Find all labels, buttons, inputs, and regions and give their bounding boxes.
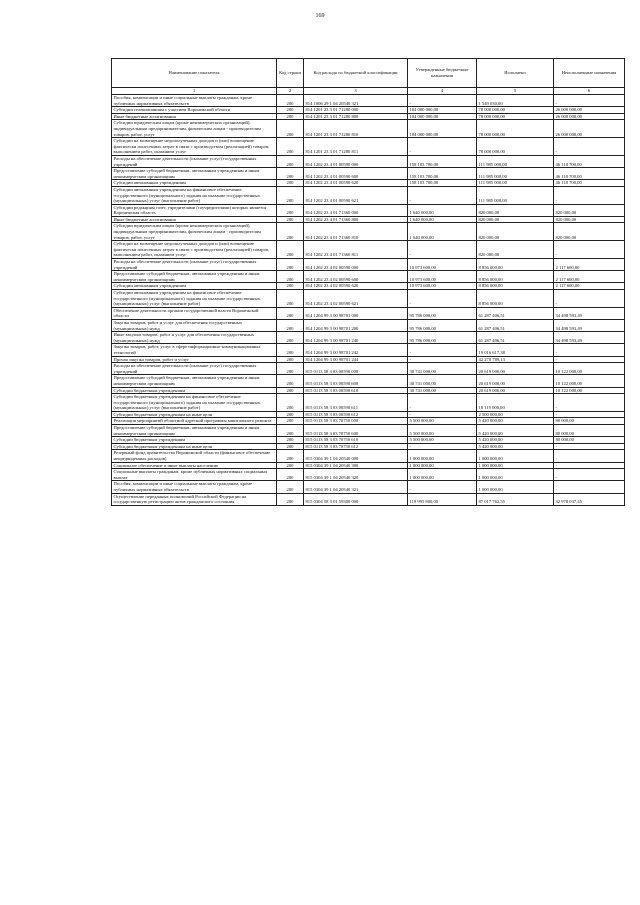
executed-cell: 8 856 000,00 — [477, 290, 554, 308]
line-code-cell: 200 — [277, 481, 304, 493]
unexecuted-cell: 80 000,00 — [554, 425, 625, 437]
line-code-cell: 200 — [277, 319, 304, 331]
indicator-name-cell: Осуществление переданных полномочий Российской Федерации на государственную регистрацию актов гражданского состояния — [112, 493, 277, 505]
line-code-cell: 200 — [277, 332, 304, 344]
table-row — [112, 180, 625, 187]
table-row — [112, 168, 625, 180]
budget-code-cell: 814 1202 23 4 02 00590 600 — [304, 271, 408, 283]
unexecuted-cell: 2 117 600,00 — [554, 283, 625, 290]
table-row — [112, 481, 625, 493]
executed-cell: 42 270 789,13 — [477, 356, 554, 363]
approved-cell: - — [408, 186, 477, 204]
table-row — [112, 138, 625, 156]
budget-code-cell: 814 1202 23 4 01 71360 000 — [304, 204, 408, 216]
approved-cell: - — [408, 241, 477, 259]
column-index: 2 — [277, 88, 304, 95]
header-executed: Исполнено — [477, 59, 554, 88]
budget-code-cell: 815 0113 58 3 03 00590 610 — [304, 387, 408, 394]
table-row — [112, 120, 625, 138]
line-code-cell: 200 — [277, 283, 304, 290]
unexecuted-cell: - — [554, 469, 625, 481]
executed-cell: 2 500 000,00 — [477, 411, 554, 418]
approved-cell: 30 741 000,00 — [408, 387, 477, 394]
unexecuted-cell: 820 000,00 — [554, 216, 625, 223]
unexecuted-cell: 26 000 000,00 — [554, 107, 625, 114]
approved-cell: - — [408, 138, 477, 156]
table-row — [112, 450, 625, 462]
budget-code-cell: 815 0304 39 1 04 20540 300 — [304, 462, 408, 469]
executed-cell: 5 420 000,00 — [477, 437, 554, 444]
table-row — [112, 462, 625, 469]
indicator-name-cell: Обеспечение деятельности органов государственной власти Воронежской области — [112, 307, 277, 319]
unexecuted-cell: - — [554, 241, 625, 259]
indicator-name-cell: Субсидии бюджетным учреждениям на иные цели — [112, 443, 277, 450]
approved-cell: 30 741 000,00 — [408, 375, 477, 387]
indicator-name-cell: Иные закупки товаров, работ и услуг для обеспечения государственных (муниципальных) нужд — [112, 332, 277, 344]
header-row — [112, 59, 625, 88]
unexecuted-cell: - — [554, 186, 625, 204]
budget-code-cell: 814 1202 23 4 01 00590 000 — [304, 155, 408, 167]
executed-cell: 820 000,00 — [477, 216, 554, 223]
table-row — [112, 411, 625, 418]
executed-cell: 1 000 000,00 — [477, 469, 554, 481]
executed-cell: 8 856 000,00 — [477, 283, 554, 290]
approved-cell: 10 973 600,00 — [408, 283, 477, 290]
line-code-cell: 200 — [277, 437, 304, 444]
unexecuted-cell: - — [554, 462, 625, 469]
budget-code-cell: 815 0113 58 3 03 70750 612 — [304, 443, 408, 450]
budget-code-cell: 815 0304 39 1 04 20540 000 — [304, 450, 408, 462]
approved-cell: 95 786 000,00 — [408, 319, 477, 331]
indicator-name-cell: Субсидии бюджетным учреждениям — [112, 437, 277, 444]
line-code-cell: 200 — [277, 259, 304, 271]
indicator-name-cell: Субсидии бюджетным учреждениям на финансовое обеспечение государственного (муниципального) задания на оказание государственных (муниципальных) услуг (выполнение работ) — [112, 394, 277, 412]
line-code-cell: 200 — [277, 216, 304, 223]
budget-code-cell: 814 1201 23 3 01 71280 811 — [304, 138, 408, 156]
budget-code-cell: 815 0304 39 1 04 20540 321 — [304, 481, 408, 493]
column-index-row — [112, 88, 625, 95]
budget-execution-table — [111, 58, 625, 506]
indicator-name-cell: Субсидии автономным учреждениям — [112, 180, 277, 187]
approved-cell: 119 995 800,00 — [408, 493, 477, 505]
table-row — [112, 332, 625, 344]
page-number: 169 — [315, 13, 325, 19]
unexecuted-cell: - — [554, 411, 625, 418]
line-code-cell: 200 — [277, 204, 304, 216]
indicator-name-cell: Пособия, компенсации и иные социальные выплаты гражданам, кроме публичных нормативных обязательств — [112, 95, 277, 107]
unexecuted-cell: 820 000,00 — [554, 223, 625, 241]
executed-cell: 87 017 762,55 — [477, 493, 554, 505]
budget-code-cell: 815 0113 58 3 03 00590 000 — [304, 363, 408, 375]
unexecuted-cell: - — [554, 356, 625, 363]
indicator-name-cell: Иные бюджетные ассигнования — [112, 113, 277, 120]
approved-cell: 1 000 000,00 — [408, 450, 477, 462]
table-row — [112, 186, 625, 204]
budget-code-cell: 814 1202 23 4 01 00590 600 — [304, 168, 408, 180]
table-row — [112, 259, 625, 271]
table-row — [112, 290, 625, 308]
approved-cell: - — [408, 95, 477, 107]
table-row — [112, 469, 625, 481]
approved-cell: 1 000 000,00 — [408, 462, 477, 469]
approved-cell: 10 973 600,00 — [408, 271, 477, 283]
executed-cell: 820 000,00 — [477, 223, 554, 241]
unexecuted-cell: - — [554, 95, 625, 107]
approved-cell: 95 786 000,00 — [408, 332, 477, 344]
indicator-name-cell: Социальные выплаты гражданам, кроме публичных нормативных социальных выплат — [112, 469, 277, 481]
column-index: 3 — [304, 88, 408, 95]
executed-cell: 111 985 000,00 — [477, 168, 554, 180]
approved-cell: 1 640 000,00 — [408, 223, 477, 241]
approved-cell: 1 640 000,00 — [408, 216, 477, 223]
approved-cell: 10 973 600,00 — [408, 259, 477, 271]
budget-code-cell: 814 1204 99 3 00 98701 200 — [304, 319, 408, 331]
line-code-cell: 200 — [277, 387, 304, 394]
approved-cell: 5 500 000,00 — [408, 418, 477, 425]
indicator-name-cell: Субсидии бюджетным учреждениям — [112, 387, 277, 394]
budget-code-cell: 814 1201 23 3 01 71280 810 — [304, 120, 408, 138]
table-row — [112, 113, 625, 120]
unexecuted-cell: 46 118 700,00 — [554, 180, 625, 187]
approved-cell: 104 000 000,00 — [408, 113, 477, 120]
table-row — [112, 307, 625, 319]
approved-cell: 1 000 000,00 — [408, 469, 477, 481]
unexecuted-cell: - — [554, 450, 625, 462]
table-row — [112, 375, 625, 387]
table-row — [112, 344, 625, 356]
unexecuted-cell: 34 498 593,49 — [554, 332, 625, 344]
line-code-cell: 200 — [277, 186, 304, 204]
executed-cell: 820 000,00 — [477, 204, 554, 216]
table-row — [112, 107, 625, 114]
executed-cell: 20 619 000,00 — [477, 375, 554, 387]
indicator-name-cell: Субсидии на возмещение недополученных доходов и (или) возмещение фактически понесенных затрат в связи с производством (реализацией) товаров, выполнением работ, оказанием услуг — [112, 241, 277, 259]
table-row — [112, 204, 625, 216]
unexecuted-cell: 34 498 593,49 — [554, 319, 625, 331]
table-row — [112, 216, 625, 223]
executed-cell: 1 549 030,00 — [477, 95, 554, 107]
indicator-name-cell: Пособия, компенсации и иные социальные выплаты гражданам, кроме публичных нормативных обязательств — [112, 481, 277, 493]
table-row — [112, 394, 625, 412]
unexecuted-cell: - — [554, 290, 625, 308]
table-row — [112, 319, 625, 331]
executed-cell: 78 000 000,00 — [477, 113, 554, 120]
executed-cell: 20 619 000,00 — [477, 363, 554, 375]
line-code-cell: 200 — [277, 95, 304, 107]
table-row — [112, 437, 625, 444]
line-code-cell: 200 — [277, 113, 304, 120]
budget-code-cell: 814 1202 23 4 01 00590 621 — [304, 186, 408, 204]
approved-cell: - — [408, 344, 477, 356]
column-index: 1 — [112, 88, 277, 95]
line-code-cell: 200 — [277, 462, 304, 469]
table-row — [112, 155, 625, 167]
indicator-name-cell: Предоставление субсидий бюджетным, автономным учреждениям и иным некоммерческим организациям — [112, 168, 277, 180]
indicator-name-cell: Субсидии редакциям газет, учредителями (соучредителями) которых является Воронежская область — [112, 204, 277, 216]
approved-cell: - — [408, 290, 477, 308]
line-code-cell: 200 — [277, 425, 304, 437]
budget-code-cell: 814 1202 23 4 02 00590 000 — [304, 259, 408, 271]
approved-cell: 158 103 700,00 — [408, 155, 477, 167]
budget-code-cell: 815 0304 58 3 01 59300 000 — [304, 493, 408, 505]
line-code-cell: 200 — [277, 307, 304, 319]
budget-code-cell: 815 0113 58 3 03 00590 612 — [304, 411, 408, 418]
line-code-cell: 200 — [277, 180, 304, 187]
executed-cell: 111 985 000,00 — [477, 155, 554, 167]
indicator-name-cell: Субсидии автономным учреждениям — [112, 283, 277, 290]
unexecuted-cell: 26 000 000,00 — [554, 120, 625, 138]
budget-code-cell: 815 0113 58 3 03 00590 611 — [304, 394, 408, 412]
approved-cell: - — [408, 356, 477, 363]
approved-cell: 95 786 000,00 — [408, 307, 477, 319]
indicator-name-cell: Прочая закупка товаров, работ и услуг — [112, 356, 277, 363]
line-code-cell: 200 — [277, 120, 304, 138]
executed-cell: 1 000 000,00 — [477, 450, 554, 462]
approved-cell: - — [408, 443, 477, 450]
indicator-name-cell: Социальное обеспечение и иные выплаты населению — [112, 462, 277, 469]
table-row — [112, 95, 625, 107]
budget-code-cell: 814 1201 23 3 01 71280 800 — [304, 113, 408, 120]
executed-cell: 61 287 406,51 — [477, 307, 554, 319]
approved-cell: 104 000 000,00 — [408, 120, 477, 138]
unexecuted-cell: 80 000,00 — [554, 418, 625, 425]
executed-cell: 5 420 000,00 — [477, 443, 554, 450]
executed-cell: 18 119 000,00 — [477, 394, 554, 412]
budget-code-cell: 814 1201 23 3 01 71280 000 — [304, 107, 408, 114]
line-code-cell: 200 — [277, 241, 304, 259]
unexecuted-cell: 2 117 600,00 — [554, 259, 625, 271]
executed-cell: 111 985 000,00 — [477, 186, 554, 204]
budget-code-cell: 814 1006 29 1 04 20540 321 — [304, 95, 408, 107]
indicator-name-cell: Субсидии юридическим лицам (кроме некоммерческих организаций), индивидуальным предпринимателям, физическим лицам - производителям товаров, работ, услуг — [112, 223, 277, 241]
executed-cell: 1 000 000,00 — [477, 462, 554, 469]
header-approved: Утвержденные бюджетные назначения — [408, 59, 477, 88]
indicator-name-cell: Субсидии автономным учреждениям на финансовое обеспечение государственного (муниципального) задания на оказание государственных (муниципальных) услуг (выполнение работ) — [112, 290, 277, 308]
line-code-cell: 200 — [277, 356, 304, 363]
line-code-cell: 200 — [277, 223, 304, 241]
header-budget-code: Код расхода по бюджетной классификации — [304, 59, 408, 88]
indicator-name-cell: Субсидии автономным учреждениям на финансовое обеспечение государственного (муниципального) задания на оказание государственных (муниципальных) услуг (выполнение работ) — [112, 186, 277, 204]
table-row — [112, 363, 625, 375]
approved-cell: 30 741 000,00 — [408, 363, 477, 375]
approved-cell: 158 103 700,00 — [408, 168, 477, 180]
executed-cell: 1 000 000,00 — [477, 481, 554, 493]
approved-cell: 1 640 000,00 — [408, 204, 477, 216]
line-code-cell: 200 — [277, 290, 304, 308]
unexecuted-cell: 10 122 000,00 — [554, 387, 625, 394]
indicator-name-cell: Иные бюджетные ассигнования — [112, 216, 277, 223]
column-index: 6 — [554, 88, 625, 95]
budget-code-cell: 814 1204 99 3 00 98701 000 — [304, 307, 408, 319]
table-row — [112, 493, 625, 505]
indicator-name-cell: Предоставление субсидий бюджетным, автономным учреждениям и иным некоммерческим организациям — [112, 375, 277, 387]
unexecuted-cell: 10 122 000,00 — [554, 363, 625, 375]
indicator-name-cell: Расходы на обеспечение деятельности (оказание услуг) государственных учреждений — [112, 259, 277, 271]
unexecuted-cell: 26 000 000,00 — [554, 113, 625, 120]
executed-cell: 61 287 406,51 — [477, 332, 554, 344]
approved-cell: - — [408, 481, 477, 493]
indicator-name-cell: Закупка товаров, работ, услуг в сфере информационно-коммуникационных технологий — [112, 344, 277, 356]
approved-cell: 104 000 000,00 — [408, 107, 477, 114]
budget-code-cell: 814 1202 23 4 01 71360 810 — [304, 223, 408, 241]
budget-code-cell: 814 1202 23 4 01 71360 800 — [304, 216, 408, 223]
indicator-name-cell: Предоставление субсидий бюджетным, автономным учреждениям и иным некоммерческим организациям — [112, 271, 277, 283]
table-row — [112, 443, 625, 450]
budget-code-cell: 814 1202 23 4 01 00590 620 — [304, 180, 408, 187]
line-code-cell: 200 — [277, 363, 304, 375]
indicator-name-cell: Расходы на обеспечение деятельности (оказание услуг) государственных учреждений — [112, 155, 277, 167]
line-code-cell: 200 — [277, 443, 304, 450]
indicator-name-cell: Расходы на обеспечение деятельности (оказание услуг) государственных учреждений — [112, 363, 277, 375]
executed-cell: 820 000,00 — [477, 241, 554, 259]
unexecuted-cell: - — [554, 344, 625, 356]
unexecuted-cell: 10 122 000,00 — [554, 375, 625, 387]
executed-cell: 5 420 000,00 — [477, 425, 554, 437]
indicator-name-cell: Предоставление субсидий бюджетным, автономным учреждениям и иным некоммерческим организациям — [112, 425, 277, 437]
approved-cell: 5 500 000,00 — [408, 425, 477, 437]
budget-code-cell: 815 0113 58 3 03 70750 610 — [304, 437, 408, 444]
executed-cell: 78 000 000,00 — [477, 138, 554, 156]
indicator-name-cell: Субсидии юридическим лицам (кроме некоммерческих организаций), индивидуальным предпринимателям, физическим лицам - производителям товаров, работ, услуг — [112, 120, 277, 138]
executed-cell: 20 619 000,00 — [477, 387, 554, 394]
line-code-cell: 200 — [277, 418, 304, 425]
budget-code-cell: 815 0304 39 1 04 20540 320 — [304, 469, 408, 481]
unexecuted-cell: 80 000,00 — [554, 437, 625, 444]
indicator-name-cell: Закупка товаров, работ и услуг для обеспечения государственных (муниципальных) нужд — [112, 319, 277, 331]
unexecuted-cell: - — [554, 443, 625, 450]
line-code-cell: 200 — [277, 469, 304, 481]
line-code-cell: 200 — [277, 344, 304, 356]
budget-code-cell: 815 0113 58 3 03 00590 600 — [304, 375, 408, 387]
line-code-cell: 200 — [277, 271, 304, 283]
unexecuted-cell: - — [554, 394, 625, 412]
executed-cell: 8 856 000,00 — [477, 259, 554, 271]
indicator-name-cell: Субсидии телекомпаниям с участием Воронежской области — [112, 107, 277, 114]
column-index: 5 — [477, 88, 554, 95]
approved-cell: 158 103 700,00 — [408, 180, 477, 187]
unexecuted-cell: - — [554, 138, 625, 156]
indicator-name-cell: Реализация мероприятий областной адресной программы капитального ремонта — [112, 418, 277, 425]
line-code-cell: 200 — [277, 107, 304, 114]
line-code-cell: 200 — [277, 375, 304, 387]
table-row — [112, 271, 625, 283]
budget-code-cell: 814 1204 99 3 00 98701 240 — [304, 332, 408, 344]
unexecuted-cell: 2 117 600,00 — [554, 271, 625, 283]
approved-cell: - — [408, 394, 477, 412]
unexecuted-cell: 32 978 037,45 — [554, 493, 625, 505]
indicator-name-cell: Субсидии на возмещение недополученных доходов и (или) возмещение фактически понесенных затрат в связи с производством (реализацией) товаров, выполнением работ, оказанием услуг — [112, 138, 277, 156]
unexecuted-cell: - — [554, 481, 625, 493]
table-row — [112, 418, 625, 425]
table-row — [112, 223, 625, 241]
budget-code-cell: 814 1202 23 4 02 00590 620 — [304, 283, 408, 290]
line-code-cell: 200 — [277, 493, 304, 505]
unexecuted-cell: 46 118 700,00 — [554, 168, 625, 180]
line-code-cell: 200 — [277, 155, 304, 167]
table-row — [112, 356, 625, 363]
table-row — [112, 283, 625, 290]
budget-code-cell: 815 0113 58 3 03 70750 600 — [304, 425, 408, 437]
executed-cell: 5 420 000,00 — [477, 418, 554, 425]
executed-cell: 111 985 000,00 — [477, 180, 554, 187]
executed-cell: 78 000 000,00 — [477, 120, 554, 138]
table-row — [112, 387, 625, 394]
approved-cell: 5 500 000,00 — [408, 437, 477, 444]
table-body — [112, 95, 625, 506]
budget-code-cell: 814 1204 99 3 00 98701 244 — [304, 356, 408, 363]
approved-cell: - — [408, 411, 477, 418]
column-index: 4 — [408, 88, 477, 95]
header-indicator-name: Наименование показателя — [112, 59, 277, 88]
unexecuted-cell: 46 118 700,00 — [554, 155, 625, 167]
header-line-code: Код строки — [277, 59, 304, 88]
table-row — [112, 241, 625, 259]
indicator-name-cell: Резервный фонд правительства Воронежской области (финансовое обеспечение непредвиденных расходов) — [112, 450, 277, 462]
line-code-cell: 200 — [277, 411, 304, 418]
table-row — [112, 425, 625, 437]
unexecuted-cell: 820 000,00 — [554, 204, 625, 216]
budget-code-cell: 814 1202 23 4 02 00590 621 — [304, 290, 408, 308]
budget-code-cell: 815 0113 58 3 03 70750 000 — [304, 418, 408, 425]
executed-cell: 8 856 000,00 — [477, 271, 554, 283]
line-code-cell: 200 — [277, 138, 304, 156]
line-code-cell: 200 — [277, 394, 304, 412]
executed-cell: 19 016 617,38 — [477, 344, 554, 356]
line-code-cell: 200 — [277, 450, 304, 462]
line-code-cell: 200 — [277, 168, 304, 180]
budget-code-cell: 814 1202 23 4 01 71360 811 — [304, 241, 408, 259]
budget-code-cell: 814 1204 99 3 00 98701 242 — [304, 344, 408, 356]
unexecuted-cell: 34 498 593,49 — [554, 307, 625, 319]
executed-cell: 78 000 000,00 — [477, 107, 554, 114]
indicator-name-cell: Субсидии бюджетным учреждениям на иные цели — [112, 411, 277, 418]
header-unexecuted: Неисполненные назначения — [554, 59, 625, 88]
executed-cell: 61 287 406,51 — [477, 319, 554, 331]
